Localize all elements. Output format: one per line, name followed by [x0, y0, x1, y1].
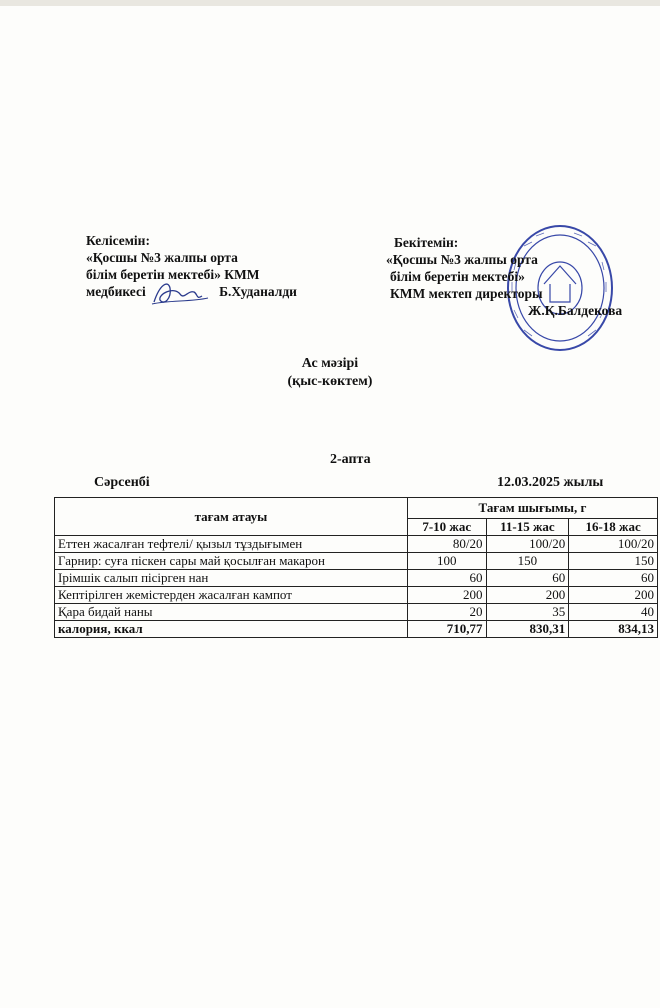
approval-right-name: Ж.Қ.Балдекова	[528, 303, 623, 318]
yield-cell: 200	[407, 587, 486, 604]
dish-name: Қара бидай наны	[55, 604, 408, 621]
age-group-header: 16-18 жас	[569, 519, 658, 536]
yield-cell: 100/20	[486, 536, 569, 553]
date-label: 12.03.2025 жылы	[497, 475, 604, 490]
table-header-row	[55, 498, 658, 519]
yield-cell: 200	[486, 587, 569, 604]
yield-cell: 200	[569, 587, 658, 604]
yield-cell: 100/20	[569, 536, 658, 553]
dish-name: Ірімшік салып пісірген нан	[55, 570, 408, 587]
approval-right-heading: Бекітемін:	[394, 235, 459, 250]
yield-cell: 60	[407, 570, 486, 587]
table-row	[55, 570, 658, 587]
table-row	[55, 587, 658, 604]
approval-right-role: КММ мектеп директоры	[390, 286, 543, 301]
handwritten-signature-icon	[150, 276, 210, 310]
day-label: Сәрсенбі	[94, 475, 150, 490]
yield-cell: 150	[569, 553, 658, 570]
yield-cell: 100	[407, 553, 486, 570]
age-group-header: 11-15 жас	[486, 519, 569, 536]
dish-name: Еттен жасалған тефтелі/ қызыл тұздығымен	[55, 536, 408, 553]
total-cell: 710,77	[407, 621, 486, 638]
approval-left-heading: Келісемін:	[86, 233, 150, 248]
page-edge	[0, 0, 660, 6]
page-subtitle: (қыс-көктем)	[287, 374, 373, 389]
total-cell: 834,13	[569, 621, 658, 638]
total-label: калория, ккал	[55, 621, 408, 638]
total-row	[55, 621, 658, 638]
approval-left-role: медбикесі	[86, 284, 146, 299]
approval-right-line2: білім беретін мектебі»	[390, 269, 525, 284]
table-row	[55, 604, 658, 621]
yield-cell: 80/20	[407, 536, 486, 553]
yield-header: Тағам шығымы, г	[407, 498, 657, 519]
menu-table	[54, 497, 658, 638]
yield-cell: 40	[569, 604, 658, 621]
col-name-header: тағам атауы	[55, 498, 408, 536]
dish-name: Гарнир: суға піскен сары май қосылған макарон	[55, 553, 408, 570]
approval-right-line1: «Қосшы №3 жалпы орта	[386, 252, 538, 267]
age-group-header: 7-10 жас	[407, 519, 486, 536]
page-title: Ас мәзірі	[301, 356, 359, 371]
table-row	[55, 536, 658, 553]
table-row	[55, 553, 658, 570]
approval-left-line2: білім беретін мектебі» КММ	[86, 267, 260, 282]
yield-cell: 20	[407, 604, 486, 621]
yield-cell: 60	[486, 570, 569, 587]
approval-right-block	[386, 234, 622, 319]
yield-cell: 150	[486, 553, 569, 570]
yield-cell: 35	[486, 604, 569, 621]
week-label: 2-апта	[330, 452, 371, 467]
yield-cell: 60	[569, 570, 658, 587]
dish-name: Кептірілген жемістерден жасалған кампот	[55, 587, 408, 604]
approval-left-name: Б.Худаналди	[219, 284, 297, 299]
total-cell: 830,31	[486, 621, 569, 638]
approval-left-line1: «Қосшы №3 жалпы орта	[86, 250, 238, 265]
